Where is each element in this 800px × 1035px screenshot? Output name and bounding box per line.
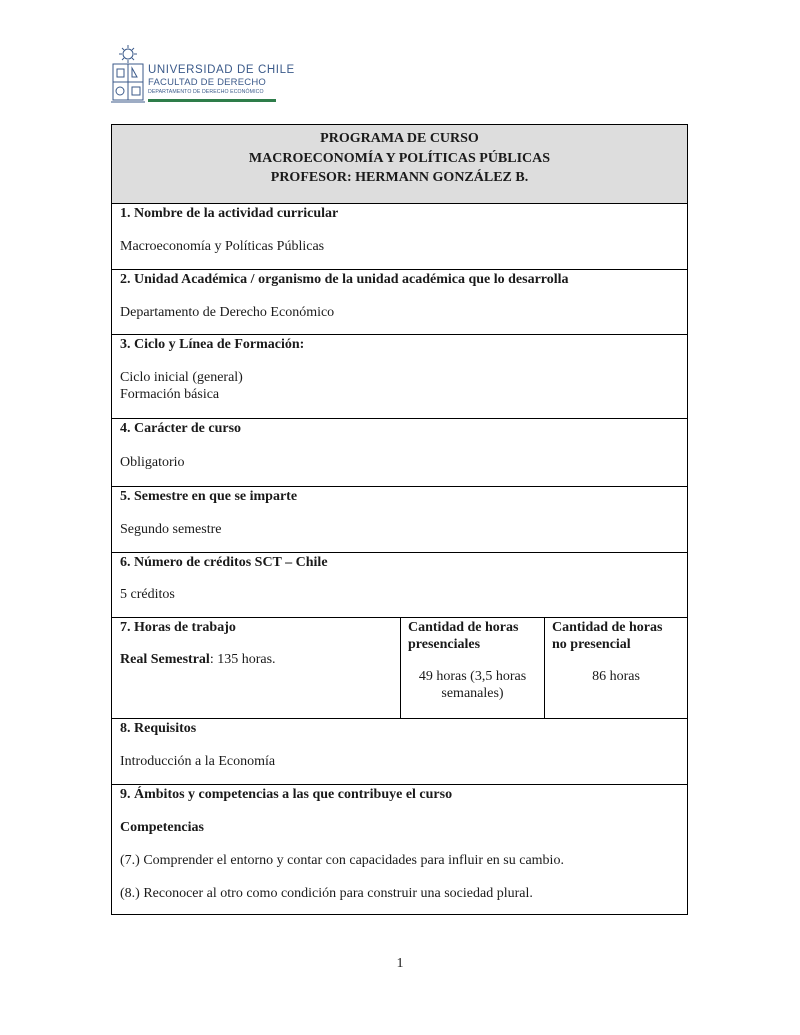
page-number: 1 (396, 956, 404, 971)
department-name: DEPARTAMENTO DE DERECHO ECONÓMICO (148, 89, 264, 95)
course-header (111, 124, 688, 204)
no-presencial-value: 86 horas (592, 669, 640, 684)
section-cycle-line (111, 334, 688, 419)
real-semester-label: Real Semestral (120, 652, 210, 667)
header-line-course: MACROECONOMÍA Y POLÍTICAS PÚBLICAS (248, 150, 551, 166)
header-line-program: PROGRAMA DE CURSO (320, 131, 479, 146)
section-title: 6. Número de créditos SCT – Chile (120, 555, 328, 570)
real-semester-value: : 135 horas. (209, 652, 276, 667)
section-title: 8. Requisitos (120, 721, 197, 736)
presencial-title-line2: presenciales (408, 637, 481, 652)
section-activity-name (111, 203, 688, 270)
presencial-title (408, 619, 544, 653)
section-value: Introducción a la Economía (120, 754, 276, 769)
presencial-value-line1: 49 horas (3,5 horas (418, 669, 527, 684)
presencial-value-line2: semanales) (441, 686, 504, 701)
section-title: 5. Semestre en que se imparte (120, 489, 298, 504)
no-presencial-title-line2: no presencial (552, 637, 631, 652)
university-logo (110, 44, 295, 106)
section-work-hours (111, 617, 688, 719)
section-academic-unit (111, 269, 688, 335)
section-value-line: Formación básica (120, 387, 220, 402)
presencial-hours-cell (401, 618, 545, 718)
competency-item: (8.) Reconocer al otro como condición para construir una sociedad plural. (120, 886, 533, 901)
university-crest-icon (110, 44, 150, 104)
no-presencial-title-line1: Cantidad de horas (552, 620, 663, 635)
section-value: Segundo semestre (120, 522, 222, 537)
work-hours-real-cell (112, 618, 401, 718)
faculty-name: FACULTAD DE DERECHO (148, 77, 266, 88)
section-credits (111, 552, 688, 618)
section-semester (111, 486, 688, 553)
section-value: Obligatorio (120, 455, 185, 470)
presencial-title-line1: Cantidad de horas (408, 620, 519, 635)
section-title: 2. Unidad Académica / organismo de la unidad académica que lo desarrolla (120, 272, 569, 287)
section-competencies (111, 784, 688, 915)
section-title: 4. Carácter de curso (120, 421, 242, 436)
section-value-cycle: Ciclo inicial (general) (120, 370, 243, 385)
university-name: UNIVERSIDAD DE CHILE (148, 64, 295, 76)
section-value: 5 créditos (120, 587, 175, 602)
section-course-character (111, 418, 688, 487)
competency-item: (7.) Comprender el entorno y contar con capacidades para influir en su cambio. (120, 853, 564, 868)
section-title: 1. Nombre de la actividad curricular (120, 206, 339, 221)
section-value: Macroeconomía y Políticas Públicas (120, 239, 325, 254)
no-presencial-title (552, 619, 687, 653)
section-requirements (111, 718, 688, 785)
competencies-subtitle: Competencias (120, 820, 204, 835)
header-line-professor: PROFESOR: HERMANN GONZÁLEZ B. (270, 170, 529, 185)
section-title: 3. Ciclo y Línea de Formación: (120, 337, 305, 352)
section-value: Departamento de Derecho Económico (120, 305, 335, 320)
no-presencial-hours-cell (545, 618, 687, 718)
section-title: 9. Ámbitos y competencias a las que contribuye el curso (120, 787, 453, 802)
section-title: 7. Horas de trabajo (120, 620, 236, 635)
logo-underline (148, 99, 276, 102)
